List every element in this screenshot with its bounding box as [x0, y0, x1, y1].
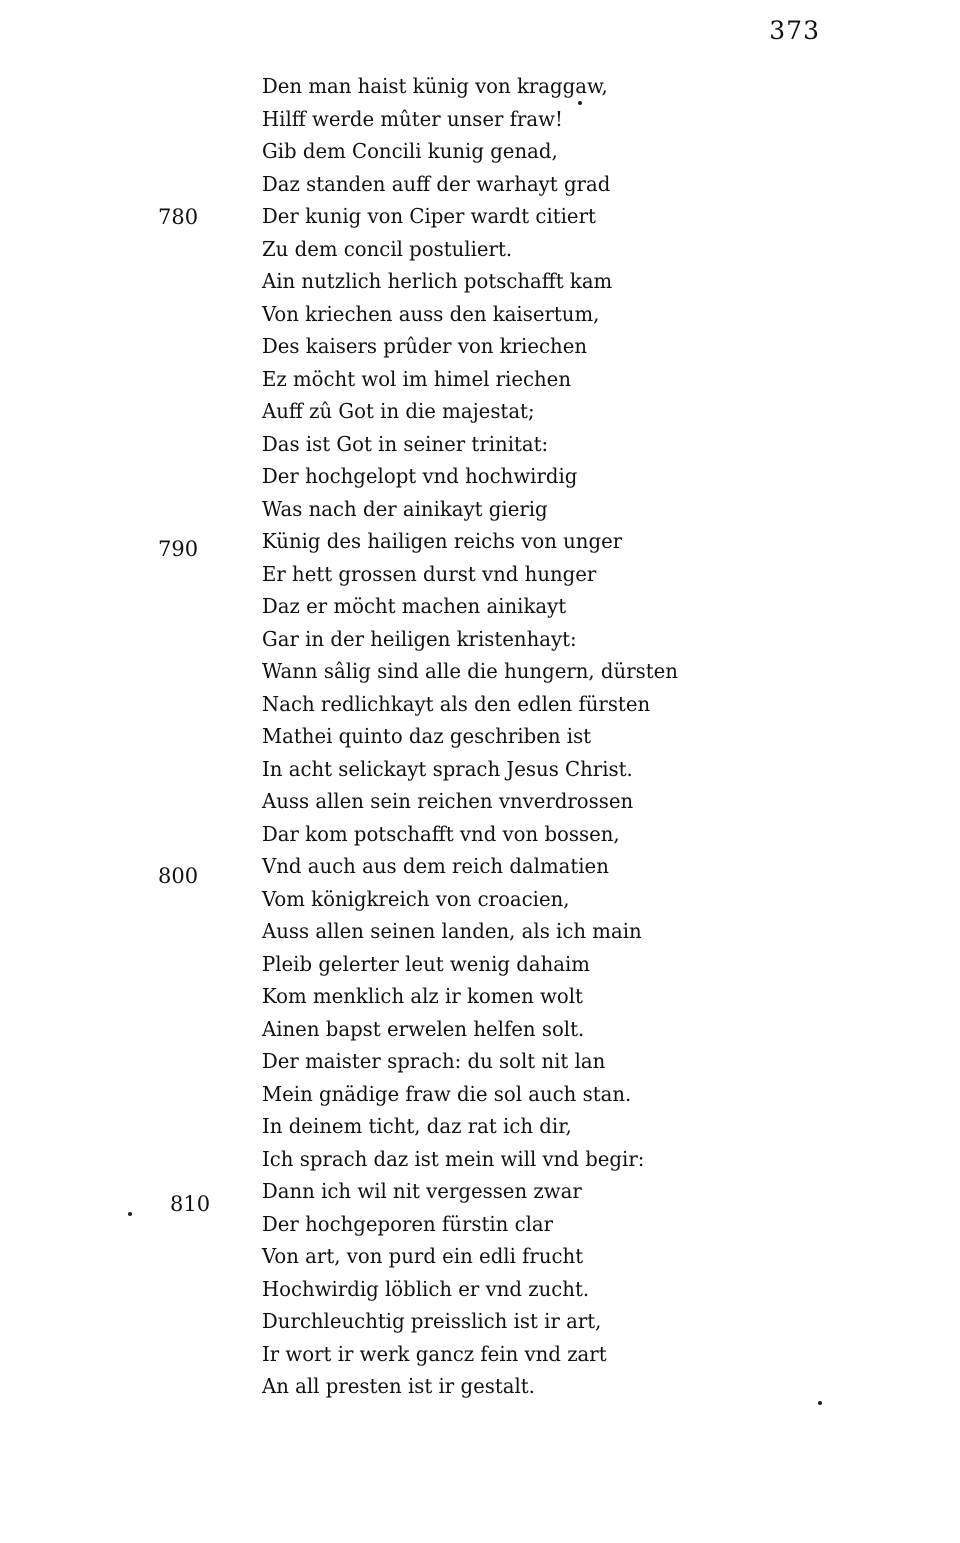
verse-line: Dann ich wil nit vergessen zwar	[262, 1179, 582, 1203]
verse-line: Gar in der heiligen kristenhayt:	[262, 626, 577, 651]
verse-line: Was nach der ainikayt gierig	[262, 496, 548, 521]
verse-line: Den man haist künig von kraggaw,	[262, 74, 608, 98]
verse-line: Der hochgeporen fürstin clar	[262, 1211, 554, 1236]
verse-line: Von kriechen auss den kaisertum,	[262, 301, 600, 326]
verse-line: Künig des hailigen reichs von unger	[262, 529, 623, 553]
ink-speck	[128, 1212, 132, 1216]
line-number: 810	[170, 1192, 211, 1216]
verse-line: Ainen bapst erwelen helfen solt.	[262, 1016, 585, 1041]
verse-line: Der hochgelopt vnd hochwirdig	[262, 464, 578, 488]
verse-line: Vom königkreich von croacien,	[262, 886, 570, 911]
verse-line: In deinem ticht, daz rat ich dir,	[262, 1114, 572, 1138]
verse-line: Auff zû Got in die majestat;	[262, 399, 535, 423]
verse-text	[262, 70, 882, 1403]
verse-line: Auss allen sein reichen vnverdrossen	[262, 789, 634, 813]
verse-line: Auss allen seinen landen, als ich main	[262, 919, 642, 943]
verse-line: Wann sâlig sind alle die hungern, dürsten	[262, 659, 678, 683]
verse-line: Ez möcht wol im himel riechen	[262, 366, 572, 391]
ink-speck	[578, 101, 582, 105]
verse-line: Der kunig von Ciper wardt citiert	[262, 204, 596, 228]
verse-line: Ir wort ir werk gancz fein vnd zart	[262, 1341, 607, 1366]
verse-line: Nach redlichkayt als den edlen fürsten	[262, 691, 651, 716]
verse-line: Pleib gelerter leut wenig dahaim	[262, 951, 590, 976]
verse-line: Das ist Got in seiner trinitat:	[262, 431, 549, 456]
verse-line: Mein gnädige fraw die sol auch stan.	[262, 1081, 632, 1106]
verse-line: Er hett grossen durst vnd hunger	[262, 561, 597, 586]
verse-line: Gib dem Concili kunig genad,	[262, 139, 558, 163]
verse-line: Zu dem concil postuliert.	[262, 236, 513, 261]
verse-line: In acht selickayt sprach Jesus Christ.	[262, 756, 633, 781]
verse-line: Daz standen auff der warhayt grad	[262, 171, 611, 196]
verse-line: Dar kom potschafft vnd von bossen,	[262, 821, 620, 846]
line-number: 800	[158, 864, 199, 888]
verse-line: Vnd auch aus dem reich dalmatien	[262, 854, 609, 878]
verse-line: Von art, von purd ein edli frucht	[262, 1244, 584, 1268]
ink-speck	[818, 1401, 822, 1405]
verse-line: Kom menklich alz ir komen wolt	[262, 984, 583, 1008]
verse-line: Durchleuchtig preisslich ist ir art,	[262, 1309, 602, 1333]
verse-line: Hilff werde mûter unser fraw!	[262, 106, 563, 131]
line-number: 780	[158, 205, 199, 229]
line-number-column	[0, 0, 240, 1543]
page-number: 373	[769, 16, 820, 45]
line-number: 790	[158, 537, 199, 561]
verse-line: Der maister sprach: du solt nit lan	[262, 1049, 606, 1073]
verse-line: An all presten ist ir gestalt.	[262, 1374, 535, 1398]
verse-line: Mathei quinto daz geschriben ist	[262, 724, 592, 748]
verse-line: Hochwirdig löblich er vnd zucht.	[262, 1276, 590, 1301]
verse-line: Daz er möcht machen ainikayt	[262, 594, 567, 618]
verse-line: Des kaisers prûder von kriechen	[262, 334, 588, 358]
verse-line: Ain nutzlich herlich potschafft kam	[262, 269, 613, 293]
verse-line: Ich sprach daz ist mein will vnd begir:	[262, 1146, 645, 1171]
